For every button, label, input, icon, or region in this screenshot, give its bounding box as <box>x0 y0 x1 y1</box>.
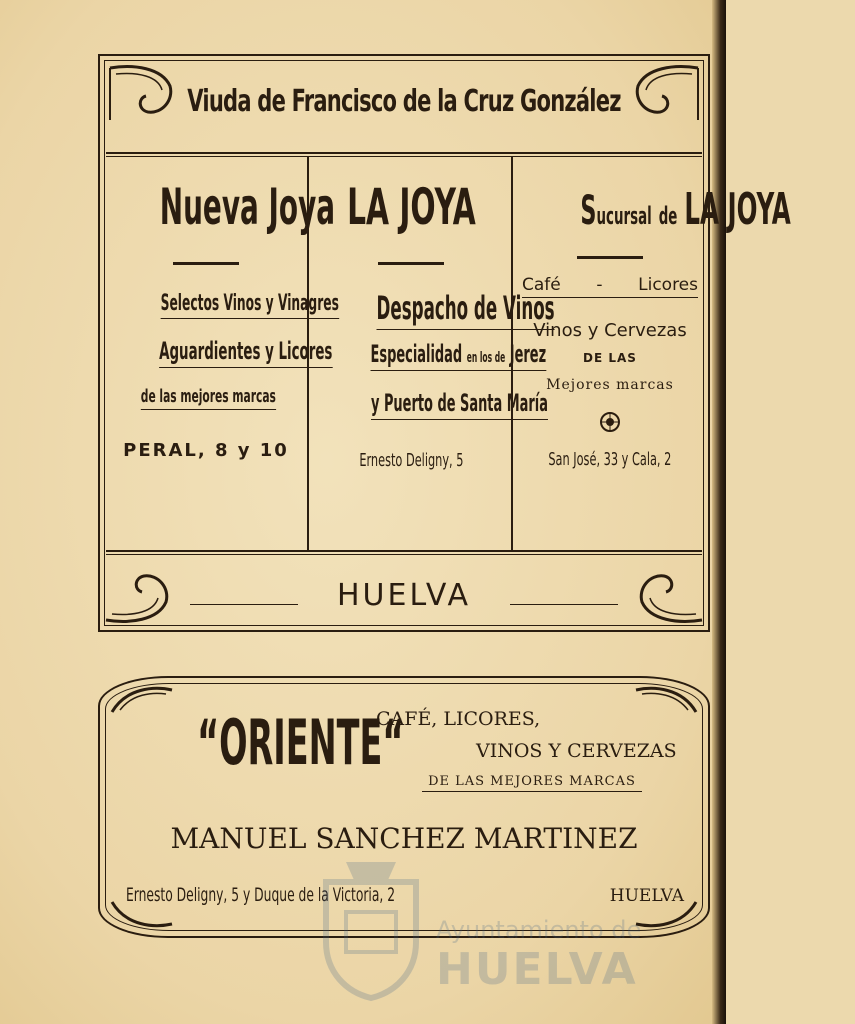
col3-line4: Mejores marcas <box>546 377 674 393</box>
col1-address: PERAL, 8 y 10 <box>123 440 289 461</box>
dash-rule <box>378 262 444 265</box>
col3-title-a: S <box>580 188 597 234</box>
col3-line1 <box>516 275 704 298</box>
col1-line1: Selectos Vinos y Vinagres <box>161 291 339 319</box>
col2-line2-a: Especialidad <box>370 340 463 368</box>
bottom-city: HUELVA <box>609 886 684 906</box>
rosette-icon <box>599 411 621 433</box>
dash-rule <box>173 262 239 265</box>
col3-title-b: ucursal <box>596 202 652 230</box>
top-advertisement <box>98 54 791 632</box>
col1-line3: de las mejores marcas <box>141 386 276 410</box>
col2-line2-c: Jerez <box>509 340 547 368</box>
bottom-address: Ernesto Deligny, 5 y Duque de la Victoria, 2 <box>126 884 396 906</box>
header-title: Viuda de Francisco de la Cruz González <box>187 84 621 119</box>
col3-title-d: LA JOYA <box>684 184 791 235</box>
col2-line2-b: en los de <box>466 350 506 366</box>
divider <box>106 550 702 552</box>
col3-ornament <box>516 411 704 437</box>
city-band <box>100 568 708 628</box>
watermark-line1: Ayuntamiento de <box>436 916 642 944</box>
book-spine <box>712 0 726 1024</box>
col1-title: Nueva Joya <box>159 178 336 236</box>
archive-watermark <box>316 852 656 1002</box>
divider <box>106 152 702 154</box>
corner-ornament-icon <box>632 60 704 124</box>
dash-rule <box>577 256 643 259</box>
col3-line1-a: Café <box>522 275 561 295</box>
col3-line1-b: - <box>596 275 603 295</box>
divider <box>106 554 702 555</box>
col2-line1: Despacho de Vinos <box>376 289 554 330</box>
col1-line2: Aguardientes y Licores <box>159 337 332 368</box>
corner-ornament-icon <box>632 682 702 722</box>
owner-name: MANUEL SANCHEZ MARTINEZ <box>170 822 638 855</box>
column-sucursal <box>516 156 791 550</box>
bottom-line3: DE LAS MEJORES MARCAS <box>422 774 642 792</box>
col2-title: LA JOYA <box>346 178 476 236</box>
column-nueva-joya <box>106 156 339 550</box>
col3-line3: DE LAS <box>583 351 637 365</box>
business-name: “ORIENTE“ <box>197 706 405 779</box>
col3-line1-c: Licores <box>638 275 698 295</box>
col3-line2: Vinos y Cervezas <box>533 320 687 341</box>
col2-address: Ernesto Deligny, 5 <box>358 450 464 471</box>
bottom-line1: CAFÉ, LICORES, <box>376 708 541 730</box>
corner-ornament-icon <box>104 60 176 124</box>
watermark-line2: HUELVA <box>436 944 638 995</box>
coat-of-arms-icon <box>316 852 426 1002</box>
col3-title-c: de <box>658 202 678 230</box>
col2-line3: y Puerto de Santa María <box>371 389 548 420</box>
city-name: HUELVA <box>336 578 471 613</box>
col3-address: San José, 33 y Cala, 2 <box>548 449 672 470</box>
bottom-line2: VINOS Y CERVEZAS <box>476 740 677 762</box>
oriente-block <box>128 706 405 779</box>
col3-title <box>580 184 790 235</box>
